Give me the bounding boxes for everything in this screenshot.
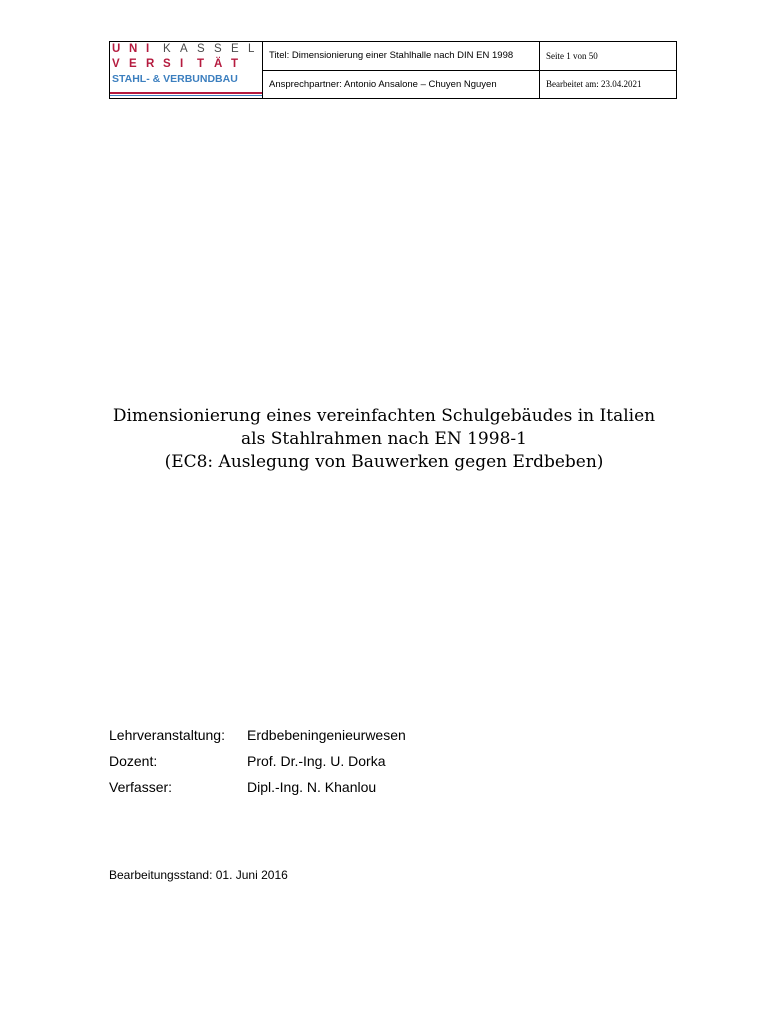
detail-row-lecturer — [109, 748, 406, 774]
document-title — [0, 405, 768, 474]
detail-row-course — [109, 722, 406, 748]
header-title: Titel: Dimensionierung einer Stahlhalle nach DIN EN 1998 — [263, 42, 540, 71]
header-page-info: Seite 1 von 50 — [540, 42, 677, 71]
detail-value: Dipl.-Ing. N. Khanlou — [247, 779, 377, 795]
detail-value: Erdbebeningenieurwesen — [247, 727, 406, 743]
logo-line-2: V E R S I T Ä T — [112, 58, 239, 70]
document-details — [109, 722, 406, 800]
university-logo-cell — [110, 42, 263, 99]
header-edited-date: Bearbeitet am: 23.04.2021 — [540, 70, 677, 99]
logo-rule-blue — [110, 95, 262, 96]
detail-key: Dozent: — [109, 753, 158, 769]
logo-line-1: U N I K A S S E L — [112, 43, 255, 55]
document-header — [109, 41, 677, 99]
detail-key: Lehrveranstaltung: — [109, 727, 225, 743]
document-title-line-2: als Stahlrahmen nach EN 1998-1 — [241, 429, 527, 449]
logo-line-3: STAHL- & VERBUNDBAU — [112, 73, 238, 85]
university-logo — [110, 42, 262, 98]
document-title-line-3: (EC8: Auslegung von Bauwerken gegen Erdbeben) — [164, 452, 604, 472]
processing-status: Bearbeitungsstand: 01. Juni 2016 — [109, 868, 288, 882]
detail-key: Verfasser: — [109, 779, 173, 795]
detail-row-author — [109, 774, 406, 800]
header-contact: Ansprechpartner: Antonio Ansalone – Chuyen Nguyen — [263, 70, 540, 99]
logo-rule-red — [110, 92, 262, 94]
document-title-line-1: Dimensionierung eines vereinfachten Schulgebäudes in Italien — [112, 406, 656, 426]
detail-value: Prof. Dr.-Ing. U. Dorka — [247, 753, 386, 769]
